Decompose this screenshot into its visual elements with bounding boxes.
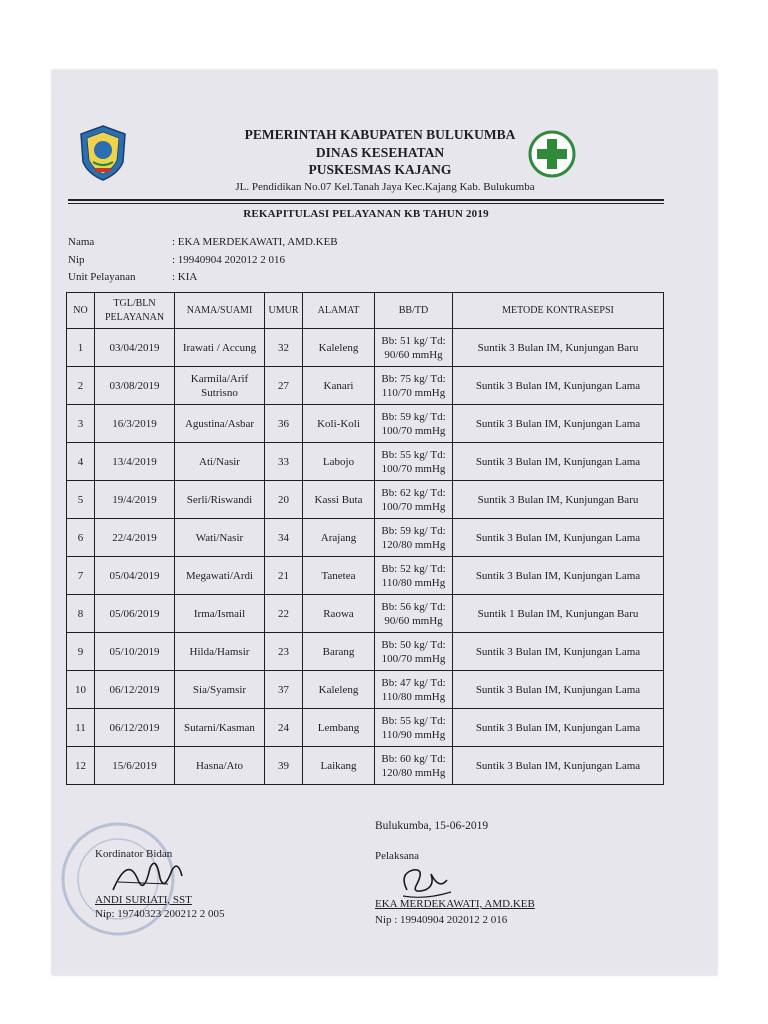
cell-address: Barang: [303, 633, 375, 671]
info-label: Unit Pelayanan: [68, 271, 136, 283]
col-header-no: NO: [67, 293, 95, 329]
cell-date: 06/12/2019: [95, 709, 175, 747]
cell-bbtd: Bb: 51 kg/ Td: 90/60 mmHg: [375, 329, 453, 367]
cell-no: 10: [67, 671, 95, 709]
header-puskesmas: PUSKESMAS KAJANG: [308, 162, 452, 177]
cell-no: 11: [67, 709, 95, 747]
info-label: Nama: [68, 236, 95, 248]
cell-name: Karmila/Arif Sutrisno: [175, 367, 265, 405]
cell-address: Kassi Buta: [303, 481, 375, 519]
place-date: Bulukumba, 15-06-2019: [375, 820, 489, 832]
coordinator-role: Kordinator Bidan: [95, 848, 173, 860]
table-row: [67, 709, 664, 747]
cell-name: Sia/Syamsir: [175, 671, 265, 709]
table-row: [67, 367, 664, 405]
cell-address: Raowa: [303, 595, 375, 633]
table-row: [67, 633, 664, 671]
cell-method: Suntik 3 Bulan IM, Kunjungan Lama: [453, 747, 664, 785]
table-row: [67, 671, 664, 709]
table-body: [67, 329, 664, 785]
cell-age: 34: [265, 519, 303, 557]
cell-name: Irawati / Accung: [175, 329, 265, 367]
cell-age: 32: [265, 329, 303, 367]
cell-method: Suntik 3 Bulan IM, Kunjungan Lama: [453, 443, 664, 481]
table-row: [67, 481, 664, 519]
cell-bbtd: Bb: 59 kg/ Td: 100/70 mmHg: [375, 405, 453, 443]
table-row: [67, 329, 664, 367]
info-value: : KIA: [172, 271, 198, 283]
cell-bbtd: Bb: 52 kg/ Td: 110/80 mmHg: [375, 557, 453, 595]
table-row: [67, 443, 664, 481]
cell-date: 19/4/2019: [95, 481, 175, 519]
cell-no: 2: [67, 367, 95, 405]
cell-method: Suntik 3 Bulan IM, Kunjungan Lama: [453, 671, 664, 709]
coordinator-nip: Nip: 19740323 200212 2 005: [95, 908, 225, 920]
col-header-date: TGL/BLN PELAYANAN: [95, 293, 175, 329]
cell-method: Suntik 3 Bulan IM, Kunjungan Lama: [453, 633, 664, 671]
cell-date: 05/10/2019: [95, 633, 175, 671]
cell-age: 33: [265, 443, 303, 481]
info-row-nama: [68, 236, 338, 248]
cell-date: 03/08/2019: [95, 367, 175, 405]
table-row: [67, 747, 664, 785]
document-title: REKAPITULASI PELAYANAN KB TAHUN 2019: [243, 208, 489, 220]
cell-bbtd: Bb: 75 kg/ Td: 110/70 mmHg: [375, 367, 453, 405]
cell-method: Suntik 3 Bulan IM, Kunjungan Lama: [453, 405, 664, 443]
cell-name: Hasna/Ato: [175, 747, 265, 785]
table-row: [67, 519, 664, 557]
col-header-bbtd: BB/TD: [375, 293, 453, 329]
header-department: DINAS KESEHATAN: [315, 145, 445, 160]
cell-bbtd: Bb: 55 kg/ Td: 100/70 mmHg: [375, 443, 453, 481]
coordinator-signature: [108, 850, 188, 900]
cell-address: Kaleleng: [303, 671, 375, 709]
cell-no: 9: [67, 633, 95, 671]
table-row: [67, 595, 664, 633]
cell-date: 03/04/2019: [95, 329, 175, 367]
cell-age: 22: [265, 595, 303, 633]
cell-bbtd: Bb: 56 kg/ Td: 90/60 mmHg: [375, 595, 453, 633]
cell-name: Agustina/Asbar: [175, 405, 265, 443]
table-row: [67, 557, 664, 595]
cell-method: Suntik 3 Bulan IM, Kunjungan Lama: [453, 519, 664, 557]
cell-name: Serli/Riswandi: [175, 481, 265, 519]
cell-date: 05/06/2019: [95, 595, 175, 633]
cell-age: 23: [265, 633, 303, 671]
executor-nip: Nip : 19940904 202012 2 016: [375, 914, 508, 926]
cell-name: Irma/Ismail: [175, 595, 265, 633]
kb-service-table: [66, 292, 664, 785]
cell-name: Megawati/Ardi: [175, 557, 265, 595]
cell-no: 5: [67, 481, 95, 519]
info-label: Nip: [68, 254, 85, 266]
cell-bbtd: Bb: 59 kg/ Td: 120/80 mmHg: [375, 519, 453, 557]
cell-method: Suntik 3 Bulan IM, Kunjungan Lama: [453, 709, 664, 747]
cell-address: Koli-Koli: [303, 405, 375, 443]
cell-date: 05/04/2019: [95, 557, 175, 595]
cell-name: Sutarni/Kasman: [175, 709, 265, 747]
header-government: PEMERINTAH KABUPATEN BULUKUMBA: [244, 127, 516, 142]
cell-no: 1: [67, 329, 95, 367]
cell-age: 37: [265, 671, 303, 709]
table-header-row: [67, 293, 664, 329]
col-header-method: METODE KONTRASEPSI: [453, 293, 664, 329]
header-divider: [68, 199, 664, 201]
cell-no: 6: [67, 519, 95, 557]
cell-address: Laikang: [303, 747, 375, 785]
cell-date: 15/6/2019: [95, 747, 175, 785]
col-header-age: UMUR: [265, 293, 303, 329]
cell-address: Arajang: [303, 519, 375, 557]
cell-age: 24: [265, 709, 303, 747]
cell-method: Suntik 3 Bulan IM, Kunjungan Baru: [453, 329, 664, 367]
cell-no: 3: [67, 405, 95, 443]
cell-bbtd: Bb: 55 kg/ Td: 110/90 mmHg: [375, 709, 453, 747]
cell-no: 4: [67, 443, 95, 481]
cell-date: 16/3/2019: [95, 405, 175, 443]
cell-address: Labojo: [303, 443, 375, 481]
bulukumba-emblem-logo: [78, 124, 128, 182]
cell-age: 36: [265, 405, 303, 443]
cell-address: Lembang: [303, 709, 375, 747]
cell-address: Kanari: [303, 367, 375, 405]
cell-name: Ati/Nasir: [175, 443, 265, 481]
cell-method: Suntik 3 Bulan IM, Kunjungan Lama: [453, 367, 664, 405]
col-header-address: ALAMAT: [303, 293, 375, 329]
cell-age: 20: [265, 481, 303, 519]
executor-name: EKA MERDEKAWATI, AMD.KEB: [375, 898, 535, 910]
info-row-nip: [68, 254, 285, 266]
cell-no: 12: [67, 747, 95, 785]
cell-age: 39: [265, 747, 303, 785]
cell-age: 21: [265, 557, 303, 595]
table-row: [67, 405, 664, 443]
cell-age: 27: [265, 367, 303, 405]
info-value: : EKA MERDEKAWATI, AMD.KEB: [172, 236, 338, 248]
coordinator-name: ANDI SURIATI, SST: [95, 894, 192, 906]
cell-address: Kaleleng: [303, 329, 375, 367]
cell-address: Tanetea: [303, 557, 375, 595]
cell-method: Suntik 3 Bulan IM, Kunjungan Lama: [453, 557, 664, 595]
info-value: : 19940904 202012 2 016: [172, 254, 286, 266]
info-row-unit: [68, 271, 197, 283]
col-header-name: NAMA/SUAMI: [175, 293, 265, 329]
cell-method: Suntik 1 Bulan IM, Kunjungan Baru: [453, 595, 664, 633]
cell-no: 8: [67, 595, 95, 633]
cell-bbtd: Bb: 60 kg/ Td: 120/80 mmHg: [375, 747, 453, 785]
executor-role: Pelaksana: [375, 850, 419, 862]
cell-method: Suntik 3 Bulan IM, Kunjungan Baru: [453, 481, 664, 519]
header-address: JL. Pendidikan No.07 Kel.Tanah Jaya Kec.Kajang Kab. Bulukumba: [235, 181, 535, 193]
cell-name: Hilda/Hamsir: [175, 633, 265, 671]
cell-bbtd: Bb: 50 kg/ Td: 100/70 mmHg: [375, 633, 453, 671]
cell-date: 06/12/2019: [95, 671, 175, 709]
cell-bbtd: Bb: 62 kg/ Td: 100/70 mmHg: [375, 481, 453, 519]
cell-date: 22/4/2019: [95, 519, 175, 557]
header-divider-thin: [68, 203, 664, 204]
cell-no: 7: [67, 557, 95, 595]
cell-name: Wati/Nasir: [175, 519, 265, 557]
cell-date: 13/4/2019: [95, 443, 175, 481]
cell-bbtd: Bb: 47 kg/ Td: 110/80 mmHg: [375, 671, 453, 709]
